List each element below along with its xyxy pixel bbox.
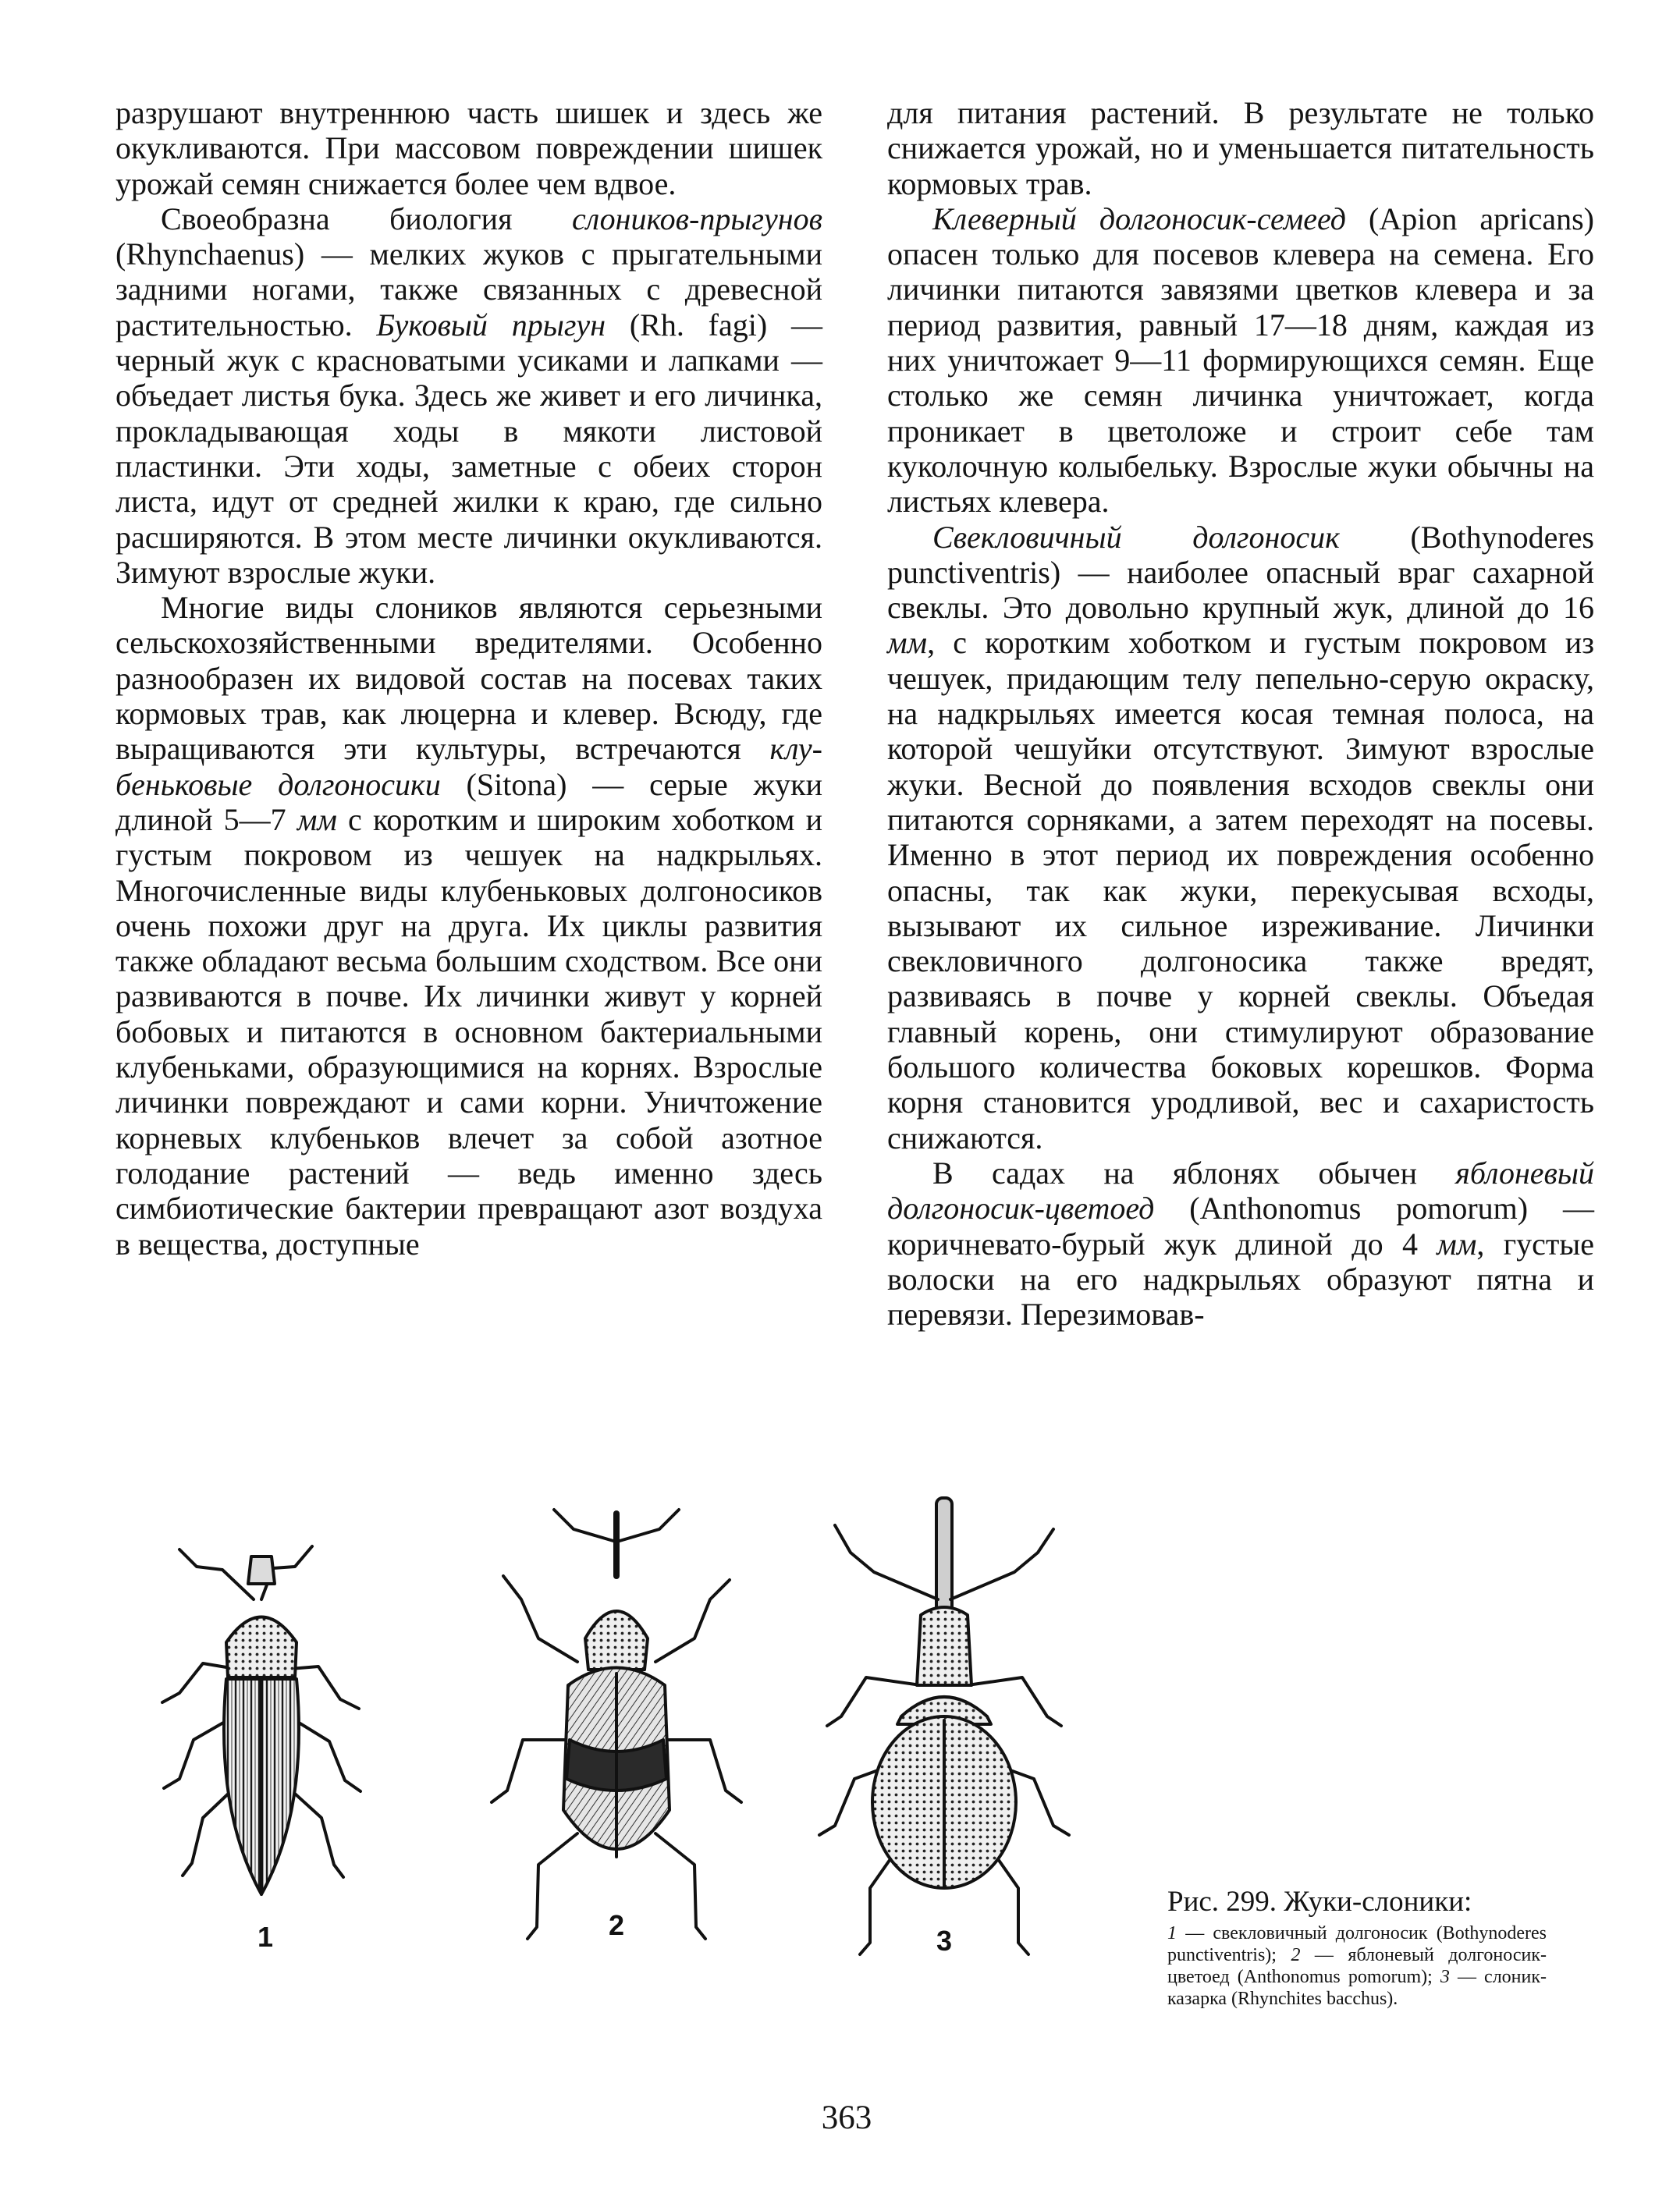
caption-text: — яблоневый долгоносик-цветоед (Anthonomus pomorum); [1167,1945,1547,1987]
text-run: разрушают внутреннюю часть шишек и здесь же окукливаются. При массовом повреждении шишек урожай семян снижается более чем вдвое. [115,95,822,201]
paragraph [887,1155,1594,1332]
italic-unit: мм [887,625,928,661]
caption-body [1167,1922,1547,2010]
italic-term: яблоневый долгоносик-цветоед [887,1155,1594,1226]
paragraph [115,590,822,1262]
figure-label-2: 2 [608,1909,625,1941]
figure-caption [1167,1885,1547,2010]
text-run: (Anthonomus pomorum) — коричневато-бурый жук длиной до 4 [887,1191,1594,1262]
paragraph [115,201,822,590]
beetle-1-drawing [162,1546,361,1894]
paragraph [115,95,822,201]
italic-unit: мм [297,801,337,837]
caption-title: Рис. 299. Жуки-слоники: [1167,1886,1472,1918]
text-run: , густые волоски на его надкрыльях образуют пятна и перевязи. Перезимовав- [887,1226,1594,1333]
italic-term: клубеньковые долгоносики [115,731,822,802]
caption-text: — свекловичный долгоносик (Bothynoderes punctiventris); [1167,1923,1547,1965]
text-run: , с коротким хоботком и густым покровом из чешуек, придающим телу пепельно-серую окраску, на надкрыльях имеется косая темная полоса, на которой чешуйки отсутствуют. Зимуют взрослые жуки. Весной до появления всходов свеклы они питаются сорняками, а затем переходят на посевы. Именно в этот период их повреждения особенно опасны, так как жуки, перекусывая всходы, вызывают их сильное изреживание. Личинки свекловичного долгоносика также вредят, развиваясь в почве у корней свеклы. Объедая главный корень, они стимулируют образование большого количества боковых корешков. Форма корня становится уродливой, вес и сахаристость снижаются. [887,625,1594,1155]
text-run: для питания растений. В результате не только снижается урожай, но и уменьшается питательность кормовых трав. [887,95,1594,201]
beetle-figure [148,1482,1139,1982]
page-number: 363 [821,2099,872,2136]
paragraph [887,95,1594,201]
figure-label-3: 3 [936,1925,953,1957]
left-column [115,95,822,1262]
text-run: (Apion apricans) опасен только для посевов клевера на семена. Его личинки питаются завязями цветков клевера и за период развития, равный 17—18 дням, каждая из них уничтожает 9—11 формирующихся семян. Еще столько же семян личинка уничтожает, когда проникает в цветоложе и строит себе там куколочную колыбельку. Взрослые жуки обычны на листьях клевера. [887,201,1594,520]
beetle-2-drawing [492,1510,741,1939]
italic-term: Свекловичный долгоносик [932,519,1340,555]
paragraph [887,520,1594,1155]
caption-number: 1 [1167,1923,1177,1943]
caption-number: 3 [1440,1967,1450,1987]
italic-term: Буковый прыгун [376,307,606,343]
figure-label-1: 1 [257,1921,274,1953]
text-run: (Rhynchaenus) — мелких жуков с прыгательными задними ногами, также связанных с древесной растительностью. [115,236,822,343]
text-run: (Sitona) — серые жуки длиной 5—7 [115,766,823,837]
text-run: (Bothynoderes punctiventris) — наиболее опасный враг сахарной свеклы. Это довольно крупный жук, длиной до 16 [887,519,1594,626]
italic-term: Клеверный долгоносик-семеед [932,201,1347,236]
beetle-illustrations [148,1482,1139,1982]
italic-unit: мм [1437,1226,1477,1262]
italic-term: слоников-прыгунов [571,201,822,236]
text-run: Своеобразна биология [161,201,572,236]
text-run: В садах на яблонях обычен [932,1155,1456,1191]
caption-number: 2 [1291,1945,1301,1965]
text-run: Многие виды слоников являются серьезными сельскохозяйственными вредителями. Особенно разнообразен их видовой состав на посевах таких кормовых трав, как люцерна и клевер. Всюду, где выращиваются эти культуры, встречаются [115,590,822,767]
right-column [887,95,1594,1332]
paragraph [887,201,1594,520]
beetle-3-drawing [819,1498,1069,1954]
text-run: с коротким и широким хоботком и густым покровом из чешуек на надкрыльях. Многочисленные виды клубеньковых долгоносиков очень похожи друг на друга. Их циклы развития также обладают весьма большим сходством. Все они развиваются в почве. Их личинки живут у корней бобовых и питаются в основном бактериальными клубеньками, образующимися на корнях. Взрослые личинки повреждают и сами корни. Уничтожение корневых клубеньков влечет за собой азотное голодание растений — ведь именно здесь симбиотические бактерии превращают азот воздуха в вещества, доступные [115,801,822,1262]
text-run: (Rh. fagi) — черный жук с красноватыми усиками и лапками — объедает листья бука. Здесь же живет и его личинка, прокладывающая ходы в мякоти листовой пластинки. Эти ходы, заметные с обеих сторон листа, идут от средней жилки к краю, где сильно расширяются. В этом месте личинки окукливаются. Зимуют взрослые жуки. [115,307,823,590]
caption-text: — слоник-казарка (Rhynchites bacchus). [1167,1967,1547,2009]
